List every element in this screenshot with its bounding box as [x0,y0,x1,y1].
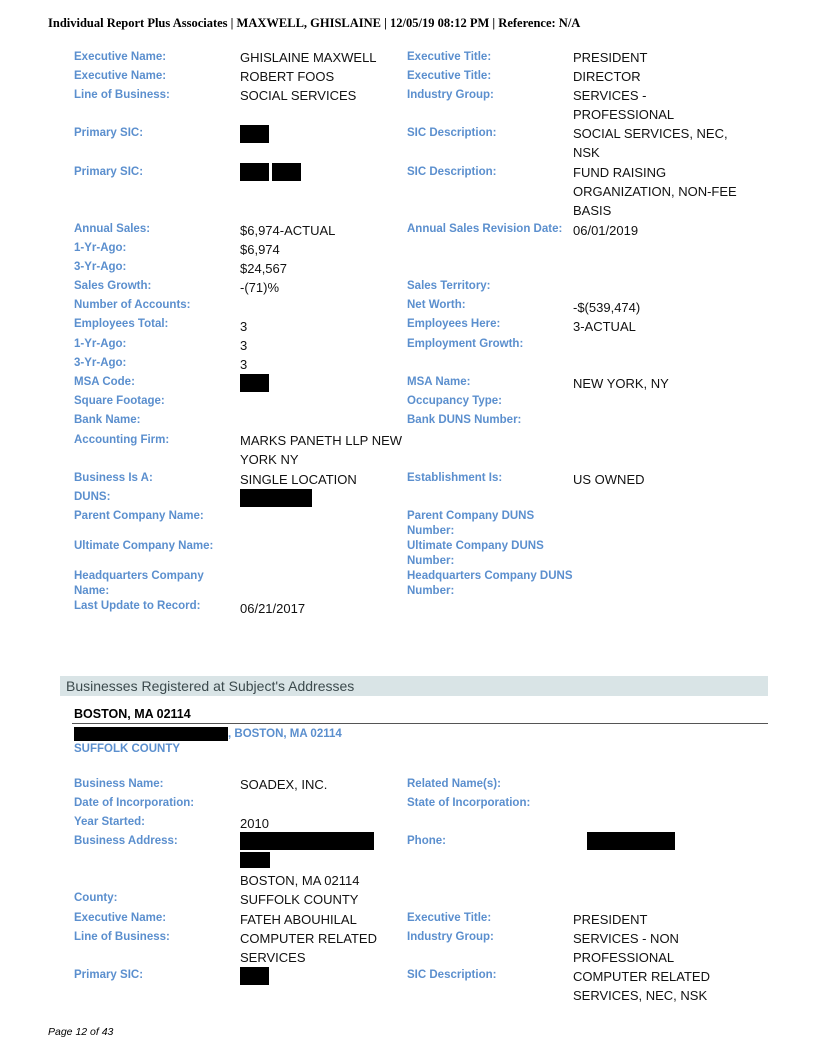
emp-three-yr-value: 3 [240,357,248,372]
exec-name-2: ROBERT FOOS [240,69,335,84]
industry-label: Industry Group: [407,89,494,101]
sic-desc-2-line-1: FUND RAISING [573,165,667,180]
report-header: Individual Report Plus Associates | MAXWELL, GHISLAINE | 12/05/19 08:12 PM | Reference: N/A [48,16,581,30]
business-name-value: SOADEX, INC. [240,777,328,792]
sic-desc-label-1: SIC Description: [407,127,497,139]
bank-duns-label: Bank DUNS Number: [407,414,522,426]
page-number: Page 12 of 43 [48,1026,114,1038]
redaction-street-address [74,727,228,741]
redaction-business-address-2 [240,852,270,868]
sales-revision-date-label: Annual Sales Revision Date: [407,223,563,235]
one-yr-ago-value: $6,974 [240,242,280,257]
sales-growth-value: -(71)% [240,280,280,295]
last-update-value: 06/21/2017 [240,601,306,616]
business-sic-desc-line-1: COMPUTER RELATED [573,969,710,984]
annual-sales-label: Annual Sales: [74,223,151,235]
sic-desc-label-2: SIC Description: [407,166,497,178]
address-heading: BOSTON, MA 02114 [74,707,191,721]
num-accounts-label: Number of Accounts: [74,299,191,311]
msa-name-value: NEW YORK, NY [573,376,669,391]
business-sic-desc-line-2: SERVICES, NEC, NSK [573,988,708,1003]
sales-growth-label: Sales Growth: [74,280,152,292]
ultimate-duns-label-1: Ultimate Company DUNS [407,540,544,552]
one-yr-ago-label: 1-Yr-Ago: [74,242,127,254]
exec-title-label-2: Executive Title: [407,70,492,82]
accounting-firm-line-1: MARKS PANETH LLP NEW [240,433,403,448]
business-industry-line-1: SERVICES - NON [573,931,679,946]
county-label: County: [74,892,118,904]
ultimate-company-name-label: Ultimate Company Name: [74,540,214,552]
accounting-firm-label: Accounting Firm: [74,434,170,446]
related-names-label: Related Name(s): [407,778,501,790]
primary-sic-label-1: Primary SIC: [74,127,144,139]
parent-duns-label-1: Parent Company DUNS [407,510,535,522]
employees-total-value: 3 [240,319,248,334]
establishment-label: Establishment Is: [407,472,503,484]
address-suffix: , BOSTON, MA 02114 [228,728,342,740]
emp-one-yr-label: 1-Yr-Ago: [74,338,127,350]
hq-company-name-label-1: Headquarters Company [74,570,204,582]
incorporation-date-label: Date of Incorporation: [74,797,195,809]
business-address-city: BOSTON, MA 02114 [240,873,360,888]
parent-company-name-label: Parent Company Name: [74,510,204,522]
exec-name-label-2: Executive Name: [74,70,167,82]
year-started-label: Year Started: [74,816,145,828]
business-lob-line-1: COMPUTER RELATED [240,931,377,946]
employees-here-value: 3-ACTUAL [573,319,636,334]
sic-desc-2-line-3: BASIS [573,203,612,218]
sic-desc-1-line-2: NSK [573,145,600,160]
business-sic-label: Primary SIC: [74,969,144,981]
three-yr-ago-value: $24,567 [240,261,287,276]
hq-duns-label-1: Headquarters Company DUNS [407,570,573,582]
sales-territory-label: Sales Territory: [407,280,491,292]
parent-duns-label-2: Number: [407,525,455,537]
emp-three-yr-label: 3-Yr-Ago: [74,357,127,369]
business-exec-name-label: Executive Name: [74,912,167,924]
redaction-sic-1 [240,125,269,143]
bank-name-label: Bank Name: [74,414,141,426]
lob-label: Line of Business: [74,89,170,101]
exec-name-1: GHISLAINE MAXWELL [240,50,377,65]
exec-title-2: DIRECTOR [573,69,641,84]
last-update-label: Last Update to Record: [74,600,201,612]
employees-here-label: Employees Here: [407,318,501,330]
sic-desc-2-line-2: ORGANIZATION, NON-FEE [573,184,737,199]
msa-name-label: MSA Name: [407,376,471,388]
sales-revision-date: 06/01/2019 [573,223,639,238]
redaction-msa-code [240,374,269,392]
msa-code-label: MSA Code: [74,376,135,388]
incorporation-state-label: State of Incorporation: [407,797,531,809]
business-address-label: Business Address: [74,835,178,847]
business-lob-label: Line of Business: [74,931,170,943]
business-is-value: SINGLE LOCATION [240,472,357,487]
county-value: SUFFOLK COUNTY [240,892,359,907]
exec-title-1: PRESIDENT [573,50,648,65]
net-worth-value: -$(539,474) [573,300,641,315]
ultimate-duns-label-2: Number: [407,555,455,567]
redaction-sic-2b [272,163,301,181]
address-county: SUFFOLK COUNTY [74,743,181,755]
occupancy-type-label: Occupancy Type: [407,395,503,407]
exec-title-label-1: Executive Title: [407,51,492,63]
exec-name-label-1: Executive Name: [74,51,167,63]
annual-sales-value: $6,974-ACTUAL [240,223,336,238]
net-worth-label: Net Worth: [407,299,466,311]
section-title: Businesses Registered at Subject's Addresses [66,678,355,694]
year-started-value: 2010 [240,816,269,831]
hq-company-name-label-2: Name: [74,585,110,597]
business-industry-line-2: PROFESSIONAL [573,950,675,965]
employment-growth-label: Employment Growth: [407,338,524,350]
business-is-label: Business Is A: [74,472,153,484]
duns-label: DUNS: [74,491,111,503]
sic-desc-1-line-1: SOCIAL SERVICES, NEC, [573,126,728,141]
hq-duns-label-2: Number: [407,585,455,597]
business-sic-desc-label: SIC Description: [407,969,497,981]
establishment-value: US OWNED [573,472,645,487]
accounting-firm-line-2: YORK NY [240,452,299,467]
business-exec-title-label: Executive Title: [407,912,492,924]
redaction-business-sic [240,967,269,985]
business-exec-name: FATEH ABOUHILAL [240,912,357,927]
industry-line-2: PROFESSIONAL [573,107,675,122]
square-footage-label: Square Footage: [74,395,165,407]
business-lob-line-2: SERVICES [240,950,306,965]
business-industry-label: Industry Group: [407,931,494,943]
phone-label: Phone: [407,835,446,847]
redaction-sic-2a [240,163,269,181]
primary-sic-label-2: Primary SIC: [74,166,144,178]
three-yr-ago-label: 3-Yr-Ago: [74,261,127,273]
business-name-label: Business Name: [74,778,164,790]
business-exec-title: PRESIDENT [573,912,648,927]
lob-value: SOCIAL SERVICES [240,88,357,103]
redaction-duns [240,489,312,507]
emp-one-yr-value: 3 [240,338,248,353]
industry-line-1: SERVICES - [573,88,647,103]
address-divider [72,723,768,724]
redaction-phone [587,832,675,850]
employees-total-label: Employees Total: [74,318,169,330]
redaction-business-address-1 [240,832,374,850]
